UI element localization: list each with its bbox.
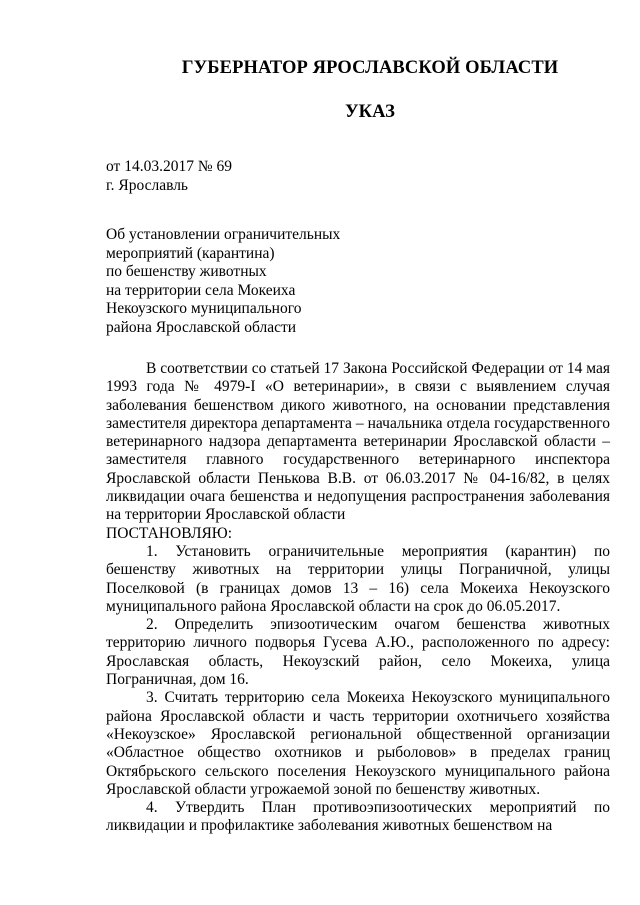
- subject-line: Некоузского муниципального: [106, 300, 302, 317]
- document-date-number: от 14.03.2017 № 69: [106, 158, 232, 175]
- item-paragraph: 3. Считать территорию села Мокеиха Некоузского муниципального района Ярославской области и часть территории охотничьего хозяйства «Некоузское» Ярославской региональной общественной организации «Областное общество охотников и рыболовов» в пределах границ Октябрьского сельского поселения Некоузского муниципального района Ярославской области угрожаемой зоной по бешенству животных.: [106, 689, 610, 798]
- document-body: [106, 360, 610, 836]
- item-paragraph: 1. Установить ограничительные мероприятия (карантин) по бешенству животных на территории улицы Пограничной, улицы Поселковой (в границах домов 13 – 16) села Мокеиха Некоузского муниципального района Ярославской области на срок до 06.05.2017.: [106, 542, 610, 615]
- subject-line: на территории села Мокеиха: [106, 281, 296, 299]
- subject-line: по бешенству животных: [106, 263, 267, 280]
- resolve-heading: ПОСТАНОВЛЯЮ:: [106, 524, 233, 542]
- document-subject: [106, 226, 340, 337]
- document-city: г. Ярославль: [106, 177, 188, 194]
- subject-line: Об установлении ограничительных: [106, 226, 341, 243]
- document-type-title: УКАЗ: [344, 102, 396, 122]
- authority-title: ГУБЕРНАТОР ЯРОСЛАВСКОЙ ОБЛАСТИ: [181, 58, 559, 78]
- subject-line: мероприятий (карантина): [106, 244, 275, 262]
- item-paragraph: 4. Утвердить План противоэпизоотических мероприятий по ликвидации и профилактике заболевания животных бешенством на: [106, 799, 610, 835]
- subject-line: района Ярославской области: [106, 318, 297, 336]
- preamble-paragraph: В соответствии со статьей 17 Закона Российской Федерации от 14 мая 1993 года № 4979-I «О ветеринарии», в связи с выявлением случая заболевания бешенством дикого животного, на основании представления заместителя директора департамента – начальника отдела государственного ветеринарного надзора департамента ветеринарии Ярославской области – заместителя главного государственного ветеринарного инспектора Ярославской области Пенькова В.В. от 06.03.2017 № 04-16/82, в целях ликвидации очага бешенства и недопущения распространения заболевания на территории Ярославской области: [106, 360, 610, 524]
- item-paragraph: 2. Определить эпизоотическим очагом бешенства животных территорию личного подворья Гусева А.Ю., расположенного по адресу: Ярославская область, Некоузский район, село Мокеиха, улица Пограничная, дом 16.: [106, 616, 610, 689]
